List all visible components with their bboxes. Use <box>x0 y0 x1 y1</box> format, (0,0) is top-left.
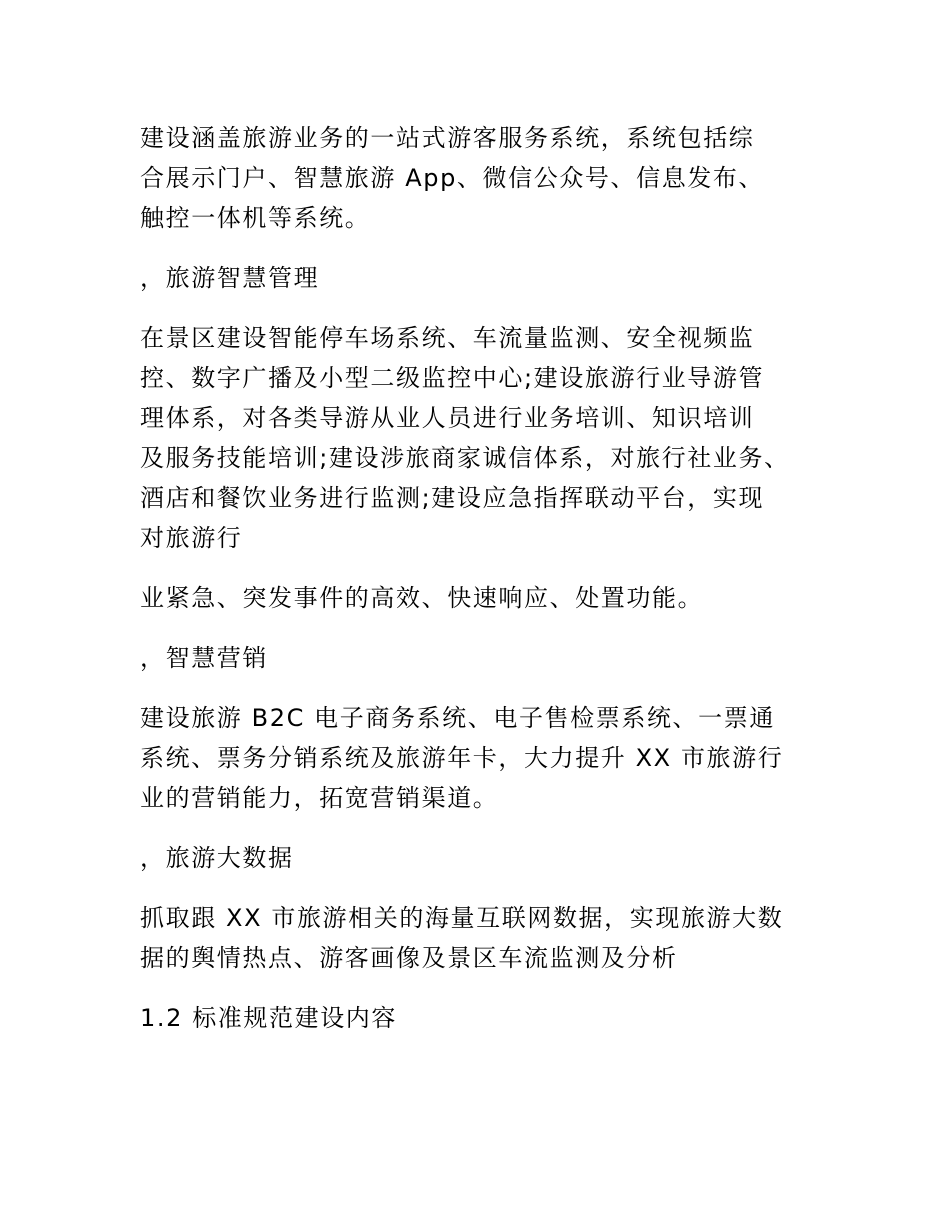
paragraph-line: 控、数字广播及小型二级监控中心;建设旅游行业导游管 <box>140 364 765 392</box>
paragraph-line: 在景区建设智能停车场系统、车流量监测、安全视频监 <box>140 324 755 352</box>
section-title-standards: 1.2 标准规范建设内容 <box>140 1004 397 1032</box>
heading-smart-management: ，旅游智慧管理 <box>140 264 320 292</box>
paragraph-smart-management <box>140 318 820 558</box>
paragraph-tourism-big-data <box>140 898 820 978</box>
paragraph-line: 对旅游行 <box>140 524 243 552</box>
document-content <box>140 118 820 1038</box>
paragraph-line: 触控一体机等系统。 <box>140 204 371 232</box>
paragraph-line: 业紧急、突发事件的高效、快速响应、处置功能。 <box>140 584 704 612</box>
paragraph-emergency-response <box>140 578 820 618</box>
paragraph-line: 建设涵盖旅游业务的一站式游客服务系统，系统包括综 <box>140 124 755 152</box>
paragraph-line: 建设旅游 B2C 电子商务系统、电子售检票系统、一票通 <box>140 704 775 732</box>
paragraph-visitor-service-system <box>140 118 820 238</box>
paragraph-line: 合展示门户、智慧旅游 App、微信公众号、信息发布、 <box>140 164 765 192</box>
paragraph-smart-marketing <box>140 698 820 818</box>
paragraph-line: 及服务技能培训;建设涉旅商家诚信体系，对旅行社业务、 <box>140 444 790 472</box>
paragraph-line: 酒店和餐饮业务进行监测;建设应急指挥联动平台，实现 <box>140 484 765 512</box>
paragraph-line: 抓取跟 XX 市旅游相关的海量互联网数据，实现旅游大数 <box>140 904 784 932</box>
paragraph-line: 系统、票务分销系统及旅游年卡，大力提升 XX 市旅游行 <box>140 744 784 772</box>
paragraph-line: 业的营销能力，拓宽营销渠道。 <box>140 784 499 812</box>
heading-tourism-big-data: ，旅游大数据 <box>140 844 294 872</box>
paragraph-line: 理体系，对各类导游从业人员进行业务培训、知识培训 <box>140 404 755 432</box>
heading-smart-marketing: ，智慧营销 <box>140 644 268 672</box>
paragraph-line: 据的舆情热点、游客画像及景区车流监测及分析 <box>140 944 678 972</box>
